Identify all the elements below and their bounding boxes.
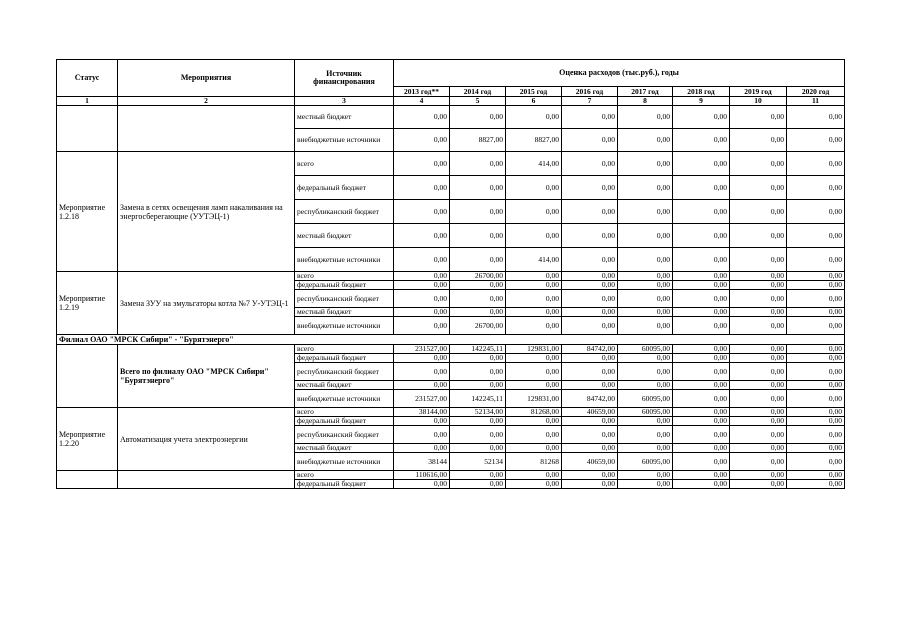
value-cell: 0,00 bbox=[618, 129, 673, 152]
value-cell: 0,00 bbox=[730, 272, 787, 281]
value-cell: 0,00 bbox=[562, 224, 618, 248]
value-cell: 0,00 bbox=[673, 317, 730, 335]
value-cell: 0,00 bbox=[562, 471, 618, 480]
value-cell: 0,00 bbox=[394, 417, 450, 426]
value-cell: 0,00 bbox=[787, 129, 845, 152]
value-cell: 0,00 bbox=[618, 308, 673, 317]
value-cell: 0,00 bbox=[787, 345, 845, 354]
value-cell: 84742,00 bbox=[562, 345, 618, 354]
value-cell: 0,00 bbox=[787, 308, 845, 317]
header-year: 2019 год bbox=[730, 87, 787, 97]
value-cell: 0,00 bbox=[673, 129, 730, 152]
header-column-number: 4 bbox=[394, 97, 450, 106]
value-cell: 0,00 bbox=[562, 129, 618, 152]
value-cell: 0,00 bbox=[730, 426, 787, 444]
source-cell: федеральный бюджет bbox=[295, 417, 394, 426]
value-cell: 0,00 bbox=[394, 200, 450, 224]
value-cell: 142245,11 bbox=[450, 345, 506, 354]
header-column-number: 2 bbox=[118, 97, 295, 106]
value-cell: 0,00 bbox=[787, 426, 845, 444]
event-cell bbox=[118, 471, 295, 489]
source-cell: всего bbox=[295, 272, 394, 281]
value-cell: 0,00 bbox=[787, 224, 845, 248]
value-cell: 60095,00 bbox=[618, 345, 673, 354]
value-cell: 0,00 bbox=[618, 426, 673, 444]
value-cell: 0,00 bbox=[450, 248, 506, 272]
header-column-number: 10 bbox=[730, 97, 787, 106]
value-cell: 0,00 bbox=[787, 408, 845, 417]
value-cell: 0,00 bbox=[673, 417, 730, 426]
value-cell: 0,00 bbox=[506, 480, 562, 489]
value-cell: 0,00 bbox=[450, 308, 506, 317]
value-cell: 60095,00 bbox=[618, 408, 673, 417]
value-cell: 0,00 bbox=[506, 224, 562, 248]
status-cell: Мероприятие 1.2.18 bbox=[57, 152, 118, 272]
header-year: 2018 год bbox=[673, 87, 730, 97]
value-cell: 8827,00 bbox=[450, 129, 506, 152]
value-cell: 0,00 bbox=[730, 354, 787, 363]
source-cell: всего bbox=[295, 471, 394, 480]
source-cell: внебюджетные источники bbox=[295, 453, 394, 471]
value-cell: 0,00 bbox=[506, 176, 562, 200]
value-cell: 0,00 bbox=[506, 417, 562, 426]
section-row bbox=[57, 335, 845, 345]
status-cell: Мероприятие 1.2.20 bbox=[57, 408, 118, 471]
value-cell: 0,00 bbox=[787, 417, 845, 426]
table-row bbox=[57, 471, 845, 480]
source-cell: местный бюджет bbox=[295, 444, 394, 453]
value-cell: 0,00 bbox=[730, 444, 787, 453]
value-cell: 0,00 bbox=[394, 129, 450, 152]
value-cell: 0,00 bbox=[673, 281, 730, 290]
value-cell: 0,00 bbox=[506, 354, 562, 363]
source-cell: всего bbox=[295, 408, 394, 417]
value-cell: 0,00 bbox=[618, 444, 673, 453]
value-cell: 0,00 bbox=[673, 248, 730, 272]
value-cell: 0,00 bbox=[394, 381, 450, 390]
value-cell: 0,00 bbox=[562, 354, 618, 363]
value-cell: 60095,00 bbox=[618, 453, 673, 471]
value-cell: 0,00 bbox=[730, 471, 787, 480]
value-cell: 231527,00 bbox=[394, 345, 450, 354]
header-year: 2017 год bbox=[618, 87, 673, 97]
value-cell: 0,00 bbox=[673, 381, 730, 390]
source-cell: федеральный бюджет bbox=[295, 281, 394, 290]
value-cell: 0,00 bbox=[506, 381, 562, 390]
value-cell: 0,00 bbox=[787, 272, 845, 281]
value-cell: 0,00 bbox=[618, 290, 673, 308]
value-cell: 52134 bbox=[450, 453, 506, 471]
value-cell: 0,00 bbox=[787, 317, 845, 335]
value-cell: 0,00 bbox=[730, 408, 787, 417]
value-cell: 0,00 bbox=[673, 224, 730, 248]
value-cell: 414,00 bbox=[506, 152, 562, 176]
source-cell: всего bbox=[295, 152, 394, 176]
value-cell: 0,00 bbox=[450, 444, 506, 453]
header-year: 2020 год bbox=[787, 87, 845, 97]
value-cell: 0,00 bbox=[562, 272, 618, 281]
value-cell: 0,00 bbox=[787, 281, 845, 290]
value-cell: 0,00 bbox=[618, 200, 673, 224]
value-cell: 0,00 bbox=[450, 152, 506, 176]
value-cell: 0,00 bbox=[673, 426, 730, 444]
value-cell: 0,00 bbox=[394, 224, 450, 248]
header-status: Статус bbox=[57, 60, 118, 97]
header-column-number: 9 bbox=[673, 97, 730, 106]
source-cell: внебюджетные источники bbox=[295, 390, 394, 408]
value-cell: 0,00 bbox=[450, 200, 506, 224]
value-cell: 0,00 bbox=[787, 471, 845, 480]
value-cell: 0,00 bbox=[506, 281, 562, 290]
value-cell: 0,00 bbox=[673, 345, 730, 354]
value-cell: 0,00 bbox=[394, 290, 450, 308]
value-cell: 0,00 bbox=[618, 281, 673, 290]
value-cell: 60095,00 bbox=[618, 390, 673, 408]
event-cell: Замена в сетях освещения ламп накаливания на энергосберегающие (УУТЭЦ-1) bbox=[118, 152, 295, 272]
source-cell: внебюджетные источники bbox=[295, 129, 394, 152]
value-cell: 0,00 bbox=[450, 381, 506, 390]
value-cell: 0,00 bbox=[506, 363, 562, 381]
header-column-number: 3 bbox=[295, 97, 394, 106]
value-cell: 0,00 bbox=[562, 290, 618, 308]
value-cell: 0,00 bbox=[450, 417, 506, 426]
value-cell: 0,00 bbox=[450, 224, 506, 248]
header-column-number: 5 bbox=[450, 97, 506, 106]
value-cell: 0,00 bbox=[506, 200, 562, 224]
value-cell: 0,00 bbox=[506, 106, 562, 129]
value-cell: 0,00 bbox=[562, 106, 618, 129]
value-cell: 0,00 bbox=[562, 444, 618, 453]
value-cell: 0,00 bbox=[730, 480, 787, 489]
header-column-number: 6 bbox=[506, 97, 562, 106]
value-cell: 0,00 bbox=[618, 317, 673, 335]
value-cell: 0,00 bbox=[450, 471, 506, 480]
value-cell: 0,00 bbox=[394, 426, 450, 444]
value-cell: 38144,00 bbox=[394, 408, 450, 417]
value-cell: 0,00 bbox=[673, 453, 730, 471]
value-cell: 0,00 bbox=[673, 471, 730, 480]
value-cell: 0,00 bbox=[787, 480, 845, 489]
value-cell: 0,00 bbox=[730, 363, 787, 381]
value-cell: 26700,00 bbox=[450, 272, 506, 281]
value-cell: 414,00 bbox=[506, 248, 562, 272]
value-cell: 0,00 bbox=[562, 248, 618, 272]
value-cell: 0,00 bbox=[394, 272, 450, 281]
value-cell: 0,00 bbox=[506, 426, 562, 444]
value-cell: 0,00 bbox=[618, 152, 673, 176]
value-cell: 0,00 bbox=[730, 453, 787, 471]
value-cell: 0,00 bbox=[618, 480, 673, 489]
value-cell: 0,00 bbox=[787, 390, 845, 408]
header-column-number: 1 bbox=[57, 97, 118, 106]
source-cell: местный бюджет bbox=[295, 308, 394, 317]
value-cell: 0,00 bbox=[787, 106, 845, 129]
value-cell: 0,00 bbox=[618, 272, 673, 281]
value-cell: 0,00 bbox=[730, 106, 787, 129]
value-cell: 0,00 bbox=[506, 317, 562, 335]
value-cell: 0,00 bbox=[562, 363, 618, 381]
status-cell bbox=[57, 106, 118, 152]
value-cell: 0,00 bbox=[787, 354, 845, 363]
value-cell: 0,00 bbox=[673, 176, 730, 200]
value-cell: 0,00 bbox=[730, 248, 787, 272]
value-cell: 0,00 bbox=[673, 363, 730, 381]
value-cell: 0,00 bbox=[673, 272, 730, 281]
source-cell: внебюджетные источники bbox=[295, 248, 394, 272]
source-cell: республиканский бюджет bbox=[295, 426, 394, 444]
value-cell: 0,00 bbox=[673, 290, 730, 308]
value-cell: 0,00 bbox=[787, 290, 845, 308]
value-cell: 26700,00 bbox=[450, 317, 506, 335]
value-cell: 40659,00 bbox=[562, 408, 618, 417]
value-cell: 0,00 bbox=[673, 444, 730, 453]
value-cell: 0,00 bbox=[730, 200, 787, 224]
value-cell: 0,00 bbox=[730, 129, 787, 152]
value-cell: 231527,00 bbox=[394, 390, 450, 408]
value-cell: 0,00 bbox=[730, 308, 787, 317]
value-cell: 0,00 bbox=[506, 308, 562, 317]
value-cell: 0,00 bbox=[787, 444, 845, 453]
value-cell: 129831,00 bbox=[506, 390, 562, 408]
source-cell: республиканский бюджет bbox=[295, 200, 394, 224]
status-cell bbox=[57, 471, 118, 489]
header-column-number: 11 bbox=[787, 97, 845, 106]
source-cell: федеральный бюджет bbox=[295, 480, 394, 489]
value-cell: 0,00 bbox=[562, 381, 618, 390]
value-cell: 129831,00 bbox=[506, 345, 562, 354]
value-cell: 0,00 bbox=[394, 317, 450, 335]
value-cell: 0,00 bbox=[787, 176, 845, 200]
value-cell: 0,00 bbox=[562, 176, 618, 200]
value-cell: 0,00 bbox=[394, 248, 450, 272]
value-cell: 0,00 bbox=[618, 354, 673, 363]
value-cell: 0,00 bbox=[450, 426, 506, 444]
value-cell: 0,00 bbox=[506, 471, 562, 480]
value-cell: 0,00 bbox=[394, 363, 450, 381]
source-cell: внебюджетные источники bbox=[295, 317, 394, 335]
table-row bbox=[57, 106, 845, 129]
value-cell: 142245,11 bbox=[450, 390, 506, 408]
value-cell: 0,00 bbox=[618, 363, 673, 381]
value-cell: 0,00 bbox=[787, 200, 845, 224]
value-cell: 0,00 bbox=[730, 381, 787, 390]
value-cell: 0,00 bbox=[562, 281, 618, 290]
value-cell: 0,00 bbox=[394, 152, 450, 176]
header-estimate: Оценка расходов (тыс.руб.), годы bbox=[394, 60, 845, 87]
event-cell: Всего по филиалу ОАО "МРСК Сибири" "Бурятэнерго" bbox=[118, 345, 295, 408]
value-cell: 0,00 bbox=[787, 453, 845, 471]
value-cell: 0,00 bbox=[673, 390, 730, 408]
header-year: 2014 год bbox=[450, 87, 506, 97]
source-cell: всего bbox=[295, 345, 394, 354]
value-cell: 0,00 bbox=[787, 152, 845, 176]
value-cell: 0,00 bbox=[787, 248, 845, 272]
value-cell: 0,00 bbox=[673, 354, 730, 363]
value-cell: 0,00 bbox=[730, 417, 787, 426]
value-cell: 0,00 bbox=[562, 152, 618, 176]
source-cell: местный бюджет bbox=[295, 381, 394, 390]
table-row bbox=[57, 152, 845, 176]
value-cell: 0,00 bbox=[730, 176, 787, 200]
value-cell: 0,00 bbox=[562, 426, 618, 444]
value-cell: 0,00 bbox=[394, 106, 450, 129]
section-title: Филиал ОАО "МРСК Сибири" - "Бурятэнерго" bbox=[57, 335, 845, 345]
value-cell: 0,00 bbox=[730, 317, 787, 335]
value-cell: 0,00 bbox=[618, 224, 673, 248]
value-cell: 0,00 bbox=[394, 281, 450, 290]
header-event: Мероприятия bbox=[118, 60, 295, 97]
status-cell: Мероприятие 1.2.19 bbox=[57, 272, 118, 335]
value-cell: 0,00 bbox=[394, 176, 450, 200]
value-cell: 0,00 bbox=[730, 281, 787, 290]
value-cell: 0,00 bbox=[450, 480, 506, 489]
value-cell: 0,00 bbox=[618, 106, 673, 129]
budget-table bbox=[56, 59, 845, 489]
value-cell: 0,00 bbox=[730, 224, 787, 248]
value-cell: 0,00 bbox=[562, 417, 618, 426]
value-cell: 0,00 bbox=[673, 106, 730, 129]
value-cell: 0,00 bbox=[673, 152, 730, 176]
value-cell: 0,00 bbox=[450, 176, 506, 200]
value-cell: 81268,00 bbox=[506, 408, 562, 417]
value-cell: 0,00 bbox=[562, 317, 618, 335]
value-cell: 0,00 bbox=[618, 471, 673, 480]
source-cell: республиканский бюджет bbox=[295, 290, 394, 308]
value-cell: 0,00 bbox=[562, 200, 618, 224]
value-cell: 0,00 bbox=[450, 106, 506, 129]
value-cell: 52134,00 bbox=[450, 408, 506, 417]
value-cell: 0,00 bbox=[787, 381, 845, 390]
source-cell: местный бюджет bbox=[295, 106, 394, 129]
value-cell: 0,00 bbox=[394, 354, 450, 363]
value-cell: 0,00 bbox=[562, 480, 618, 489]
source-cell: республиканский бюджет bbox=[295, 363, 394, 381]
value-cell: 0,00 bbox=[787, 363, 845, 381]
value-cell: 0,00 bbox=[730, 290, 787, 308]
value-cell: 0,00 bbox=[506, 290, 562, 308]
value-cell: 0,00 bbox=[450, 354, 506, 363]
value-cell: 0,00 bbox=[562, 308, 618, 317]
value-cell: 0,00 bbox=[394, 308, 450, 317]
value-cell: 0,00 bbox=[450, 363, 506, 381]
value-cell: 0,00 bbox=[673, 408, 730, 417]
value-cell: 110616,00 bbox=[394, 471, 450, 480]
value-cell: 81268 bbox=[506, 453, 562, 471]
value-cell: 0,00 bbox=[618, 417, 673, 426]
header-column-number: 8 bbox=[618, 97, 673, 106]
value-cell: 0,00 bbox=[450, 281, 506, 290]
value-cell: 0,00 bbox=[506, 444, 562, 453]
value-cell: 0,00 bbox=[506, 272, 562, 281]
value-cell: 40659,00 bbox=[562, 453, 618, 471]
header-column-number: 7 bbox=[562, 97, 618, 106]
source-cell: федеральный бюджет bbox=[295, 176, 394, 200]
value-cell: 0,00 bbox=[618, 176, 673, 200]
header-year: 2016 год bbox=[562, 87, 618, 97]
source-cell: федеральный бюджет bbox=[295, 354, 394, 363]
event-cell bbox=[118, 106, 295, 152]
table-row bbox=[57, 272, 845, 281]
value-cell: 0,00 bbox=[673, 480, 730, 489]
value-cell: 38144 bbox=[394, 453, 450, 471]
value-cell: 0,00 bbox=[450, 290, 506, 308]
value-cell: 0,00 bbox=[394, 480, 450, 489]
value-cell: 84742,00 bbox=[562, 390, 618, 408]
value-cell: 0,00 bbox=[673, 200, 730, 224]
value-cell: 0,00 bbox=[730, 152, 787, 176]
value-cell: 8827,00 bbox=[506, 129, 562, 152]
value-cell: 0,00 bbox=[618, 381, 673, 390]
value-cell: 0,00 bbox=[394, 444, 450, 453]
value-cell: 0,00 bbox=[673, 308, 730, 317]
header-year: 2015 год bbox=[506, 87, 562, 97]
value-cell: 0,00 bbox=[618, 248, 673, 272]
value-cell: 0,00 bbox=[730, 390, 787, 408]
header-year: 2013 год** bbox=[394, 87, 450, 97]
table-row bbox=[57, 408, 845, 417]
status-cell bbox=[57, 345, 118, 408]
header-source: Источник финансирования bbox=[295, 60, 394, 97]
table-row bbox=[57, 345, 845, 354]
event-cell: Автоматизация учета электроэнергии bbox=[118, 408, 295, 471]
event-cell: Замена ЗУУ на эмульгаторы котла №7 У-УТЭЦ-1 bbox=[118, 272, 295, 335]
source-cell: местный бюджет bbox=[295, 224, 394, 248]
value-cell: 0,00 bbox=[730, 345, 787, 354]
